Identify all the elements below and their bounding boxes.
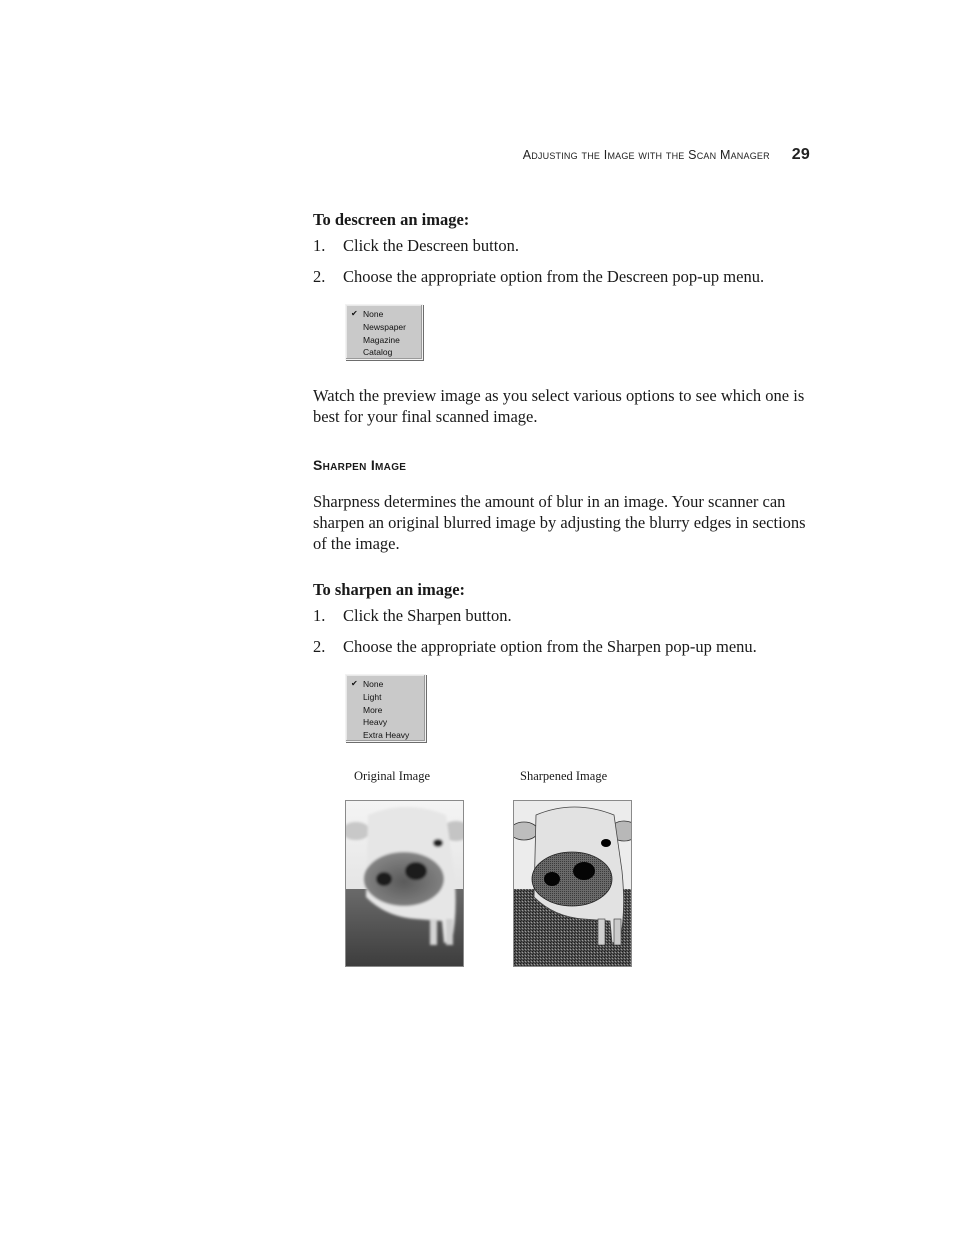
step-text: Click the Descreen button. [343,236,519,255]
checkmark-icon: ✔ [351,679,358,688]
section-heading-sharpen: Sharpen Image [313,457,407,473]
sharpen-description: Sharpness determines the amount of blur in an image. Your scanner can sharpen an original blurred image by adjusting the blurry edges in sections of the image. [313,492,806,553]
cow-image [346,801,464,967]
menu-item-newspaper[interactable]: Newspaper [363,321,406,332]
original-cow-photo [345,800,464,967]
descreen-note: Watch the preview image as you select various options to see which one is best for your final scanned image. [313,386,805,426]
menu-item-light[interactable]: Light [363,691,382,702]
page-number: 29 [791,146,810,163]
step-number: 2. [313,267,326,286]
descreen-step-2 [313,267,764,287]
cow-image [514,801,632,967]
sharpened-cow-photo [513,800,632,967]
step-text: Click the Sharpen button. [343,606,512,625]
menu-item-catalog[interactable]: Catalog [363,347,393,358]
running-head [400,146,810,164]
step-number: 2. [313,637,326,656]
sharpen-step-2 [313,637,757,657]
menu-item-extra-heavy[interactable]: Extra Heavy [363,730,410,741]
step-number: 1. [313,236,326,255]
descreen-popup-menu [345,304,423,360]
sharpen-procedure-title: To sharpen an image: [313,580,466,599]
menu-item-none[interactable]: ✔ None [351,309,384,319]
original-image-caption: Original Image [354,769,431,783]
step-text: Choose the appropriate option from the Sharpen pop-up menu. [343,637,757,656]
menu-item-none[interactable]: ✔ None [351,679,384,689]
descreen-step-1 [313,236,519,256]
menu-item-magazine[interactable]: Magazine [363,334,400,345]
step-number: 1. [313,606,326,625]
menu-item-more[interactable]: More [363,704,383,715]
step-text: Choose the appropriate option from the Descreen pop-up menu. [343,267,765,286]
sharpen-step-1 [313,606,512,626]
running-head-title: Adjusting the Image with the Scan Manager [522,148,770,162]
menu-item-heavy[interactable]: Heavy [363,717,388,728]
checkmark-icon: ✔ [351,309,358,318]
sharpened-image-caption: Sharpened Image [520,769,608,783]
descreen-procedure-title: To descreen an image: [313,210,470,229]
sharpen-popup-menu [345,674,426,742]
